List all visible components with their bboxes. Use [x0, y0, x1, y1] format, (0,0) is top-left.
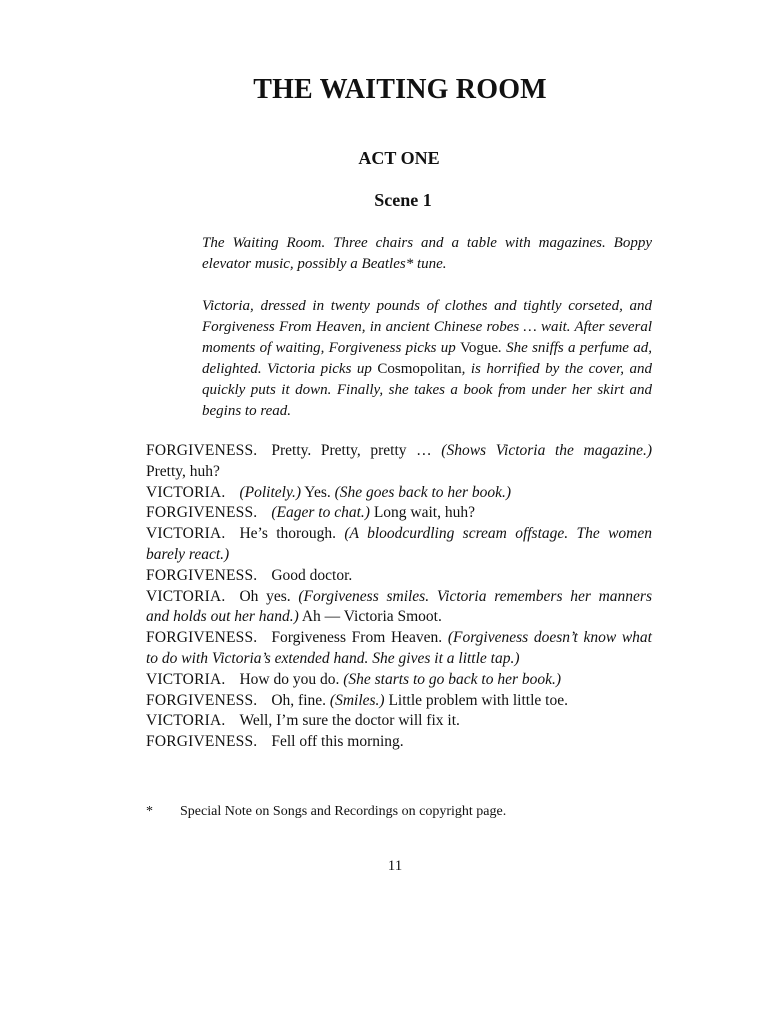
spoken-line: Yes.	[301, 483, 335, 501]
dialogue-line	[146, 566, 652, 587]
spoken-line: Fell off this morning.	[271, 733, 404, 751]
spoken-line: Forgiveness From Heaven.	[271, 629, 448, 647]
footnote-text: Special Note on Songs and Recordings on copyright page.	[180, 804, 507, 819]
stage-direction-text: Victoria, dressed in twenty pounds of clothes and tightly corseted, and Forgiveness From Heaven, in ancient Chinese robes … wait. After several moments of waiting, Forgiveness picks up	[202, 298, 652, 356]
spoken-line: Long wait, huh?	[369, 504, 475, 522]
page-number: 11	[387, 858, 403, 874]
footnote-marker: *	[146, 804, 153, 819]
stage-direction-inline: (Eager to chat.)	[271, 504, 370, 522]
spoken-line: How do you do.	[239, 670, 344, 688]
speaker-name: VICTORIA.	[146, 712, 226, 730]
speaker-name: FORGIVENESS.	[146, 691, 258, 709]
spoken-line: Pretty, huh?	[146, 462, 220, 480]
dialogue-line	[146, 711, 652, 732]
stage-direction-inline: (A bloodcurdling scream offstage. The women barely react.)	[146, 525, 652, 563]
footnote	[146, 804, 666, 820]
spoken-line: Good doctor.	[271, 566, 353, 584]
spoken-line: Well, I’m sure the doctor will fix it.	[239, 712, 460, 730]
stage-direction-action	[202, 296, 652, 422]
stage-direction-inline: (Forgiveness smiles. Victoria remembers her manners and holds out her hand.)	[146, 587, 652, 626]
speaker-name: VICTORIA.	[146, 670, 226, 688]
spoken-line: He’s thorough.	[239, 525, 345, 543]
dialogue-line	[146, 691, 652, 712]
stage-direction-text: . She sniffs a perfume ad, delighted. Victoria picks up	[202, 340, 652, 377]
stage-direction-inline: (Smiles.)	[329, 691, 385, 709]
speaker-name: FORGIVENESS.	[146, 733, 258, 751]
spoken-line: Little problem with little toe.	[384, 691, 568, 709]
magazine-title-vogue: Vogue	[460, 340, 499, 356]
stage-direction-inline: (Forgiveness doesn’t know what to do with Victoria’s extended hand. She gives it a little tap.)	[146, 629, 652, 667]
magazine-title-cosmopolitan: Cosmopolitan	[377, 361, 462, 377]
act-heading: ACT ONE	[358, 148, 440, 168]
speaker-name: VICTORIA.	[146, 525, 226, 543]
stage-direction-text: , is horrified by the cover, and quickly puts it down. Finally, she takes a book from under her skirt and begins to read.	[202, 361, 652, 419]
play-title: THE WAITING ROOM	[253, 74, 547, 105]
dialogue-line	[146, 503, 652, 524]
stage-direction-inline: (Shows Victoria the magazine.)	[441, 442, 652, 459]
speaker-name: FORGIVENESS.	[146, 442, 258, 459]
spoken-line: Oh yes.	[239, 587, 299, 605]
spoken-line: Ah — Victoria Smoot.	[298, 608, 442, 626]
stage-direction-opening: The Waiting Room. Three chairs and a table with magazines. Boppy elevator music, possibly a Beatles* tune.	[202, 235, 652, 272]
spoken-line: Oh, fine.	[271, 691, 330, 709]
speaker-name: FORGIVENESS.	[146, 566, 258, 584]
speaker-name: VICTORIA.	[146, 587, 226, 605]
stage-direction-inline: (She goes back to her book.)	[334, 483, 512, 501]
dialogue-line	[146, 587, 652, 629]
dialogue-line	[146, 732, 652, 753]
spoken-line: Pretty. Pretty, pretty …	[271, 442, 442, 459]
dialogue-line	[146, 483, 652, 504]
speaker-name: VICTORIA.	[146, 483, 226, 501]
stage-direction-inline: (She starts to go back to her book.)	[343, 670, 562, 688]
stage-direction-inline: (Politely.)	[239, 483, 301, 501]
dialogue-line	[146, 670, 652, 691]
dialogue-block	[146, 441, 652, 753]
dialogue-line	[146, 628, 652, 670]
scene-heading: Scene 1	[374, 190, 432, 210]
dialogue-line	[146, 441, 652, 483]
speaker-name: FORGIVENESS.	[146, 504, 258, 522]
dialogue-line	[146, 524, 652, 566]
speaker-name: FORGIVENESS.	[146, 629, 258, 647]
